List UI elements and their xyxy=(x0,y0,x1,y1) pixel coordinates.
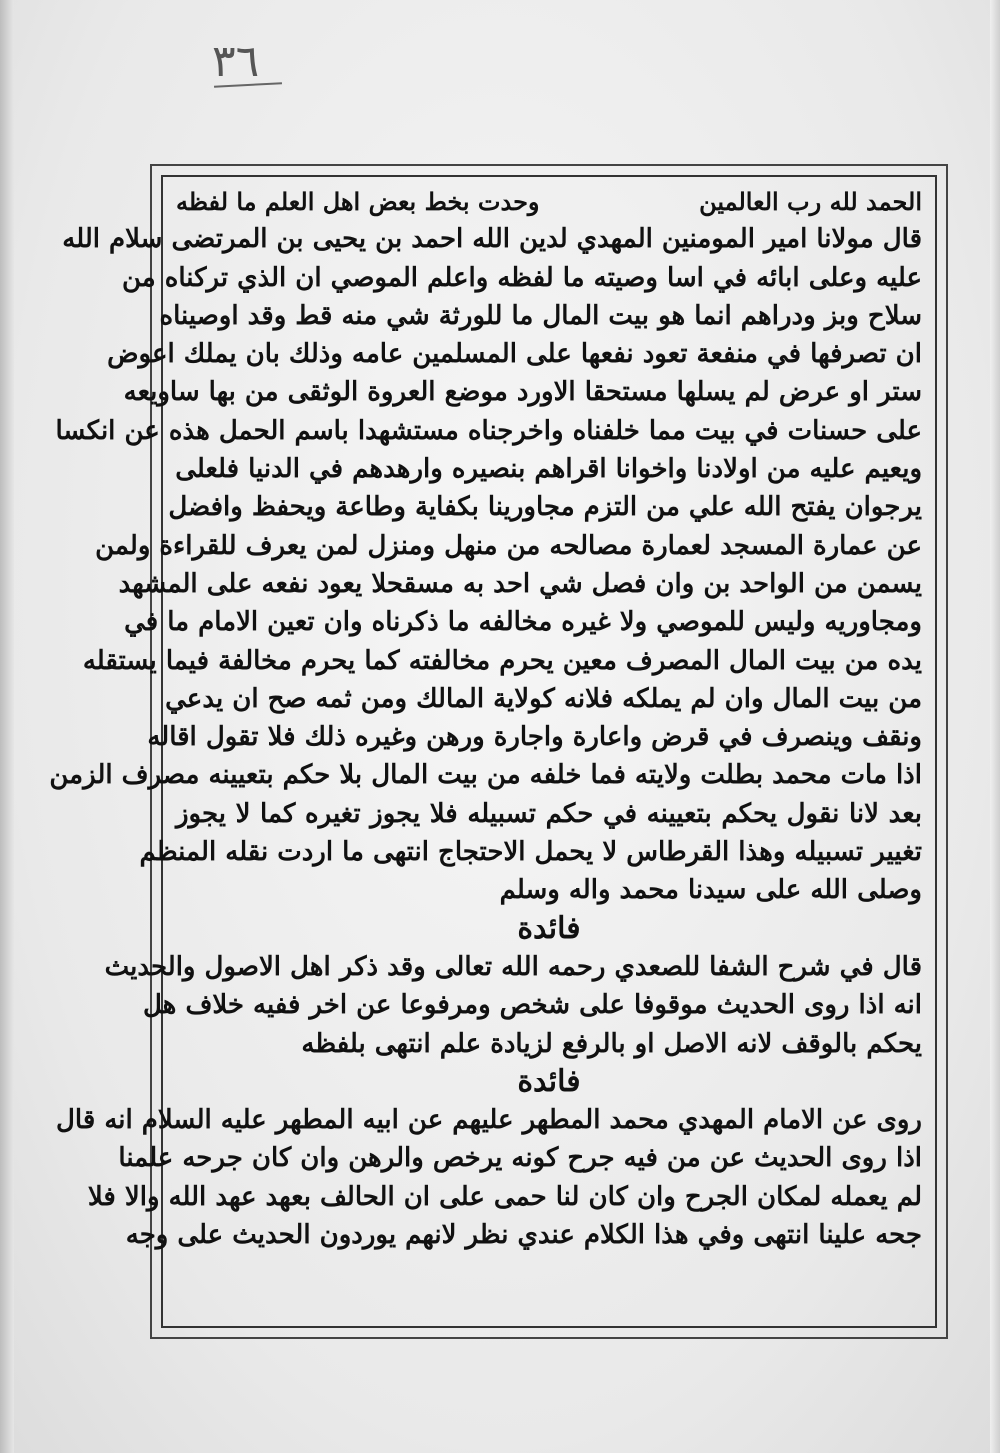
body-line: بعد لانا نقول يحكم بتعيينه في حكم تسبيله فلا يجوز تغيره كما لا يجوز xyxy=(176,798,922,829)
body-line: ومجاوريه وليس للموصي ولا غيره مخالفه ما ذكرناه وان تعين الامام ما في xyxy=(124,607,922,638)
body-line: يده من بيت المال المصرف معين يحرم مخالفته كما يحرم مخالفة فيما يستقله xyxy=(82,645,922,676)
section-two-heading: فائدة xyxy=(517,1063,581,1099)
section-two-line: جحه علينا انتهى وفي هذا الكلام عندي نظر لانهم يوردون الحديث على وجه xyxy=(125,1220,922,1251)
body-line: ويعيم عليه من اولادنا واخوانا اقراهم بنصيره وارهدهم في الدنيا فلعلى xyxy=(175,454,922,485)
section-one-line: قال في شرح الشفا للصعدي رحمه الله تعالى وقد ذكر اهل الاصول والحديث xyxy=(104,951,922,982)
body-line: من بيت المال وان لم يملكه فلانه كولاية المالك ومن ثمه صح ان يدعي xyxy=(165,683,922,714)
body-line: اذا مات محمد بطلت ولايته فما خلفه من بيت المال بلا حكم بتعيينه مصرف الزمن xyxy=(49,760,922,791)
body-line: تغيير تسبيله وهذا القرطاس لا يحمل الاحتجاج انتهى ما اردت نقله المنظم xyxy=(139,837,922,868)
body-line: عليه وعلى ابائه في اسا وصيته ما لفظه واعلم الموصي ان الذي تركناه من xyxy=(121,262,922,293)
body-line: قال مولانا امير المومنين المهدي لدين الله احمد بن يحيى بن المرتضى سلام الله xyxy=(62,224,922,255)
body-line: ستر او عرض لم يسلها مستحقا الاورد موضع العروة الوثقى من بها ساويعه xyxy=(123,377,922,408)
body-line: ونقف وينصرف في قرض واعارة واجارة ورهن وغيره ذلك فلا تقول اقاله xyxy=(147,722,922,753)
text-block xyxy=(49,182,922,1314)
section-one-line: انه اذا روى الحديث موقوفا على شخص ومرفوعا عن اخر ففيه خلاف هل xyxy=(142,990,922,1021)
header-left-heading: وحدت بخط بعض اهل العلم ما لفظه xyxy=(176,186,540,216)
body-line: يسمن من الواحد بن وان فصل شي احد به مسقحلا يعود نفعه على المشهد xyxy=(118,568,922,599)
section-two-line: لم يعمله لمكان الجرح وان كان لنا حمى على ان الحالف بعهد عهد الله والا فلا xyxy=(87,1181,922,1212)
header-right-heading: الحمد لله رب العالمين xyxy=(699,186,922,216)
body-line: ان تصرفها في منفعة تعود نفعها على المسلمين عامه وذلك بان يملك اعوض xyxy=(107,339,922,370)
body-line: عن عمارة المسجد لعمارة مصالحه من منهل ومنزل لمن يعرف للقراءة ولمن xyxy=(95,530,922,561)
body-line: على حسنات في بيت مما خلفناه واخرجناه مستشهدا باسم الحمل هذه عن انكسا xyxy=(55,415,922,446)
header-line xyxy=(176,182,922,220)
page-edge-left xyxy=(0,0,14,1453)
section-one-line: يحكم بالوقف لانه الاصل او بالرفع لزيادة علم انتهى بلفظه xyxy=(301,1028,922,1059)
body-line: يرجوان يفتح الله علي من التزم مجاورينا بكفاية وطاعة ويحفظ وافضل xyxy=(168,492,922,523)
section-one-heading: فائدة xyxy=(517,910,581,946)
section-two-line: روى عن الامام المهدي محمد المطهر عليهم عن ابيه المطهر عليه السلام انه قال xyxy=(56,1105,922,1136)
folio-number: ٣٦ xyxy=(212,36,260,87)
body-line: وصلى الله على سيدنا محمد واله وسلم xyxy=(499,875,922,906)
section-two-line: اذا روى الحديث عن من فيه جرح كونه يرخص والرهن وان كان جرحه علمنا xyxy=(118,1143,922,1174)
body-line: سلاح وبز ودراهم انما هو بيت المال ما للورثة شي منه قط وقد اوصيناه xyxy=(159,300,922,331)
page-edge-right xyxy=(990,0,1000,1453)
